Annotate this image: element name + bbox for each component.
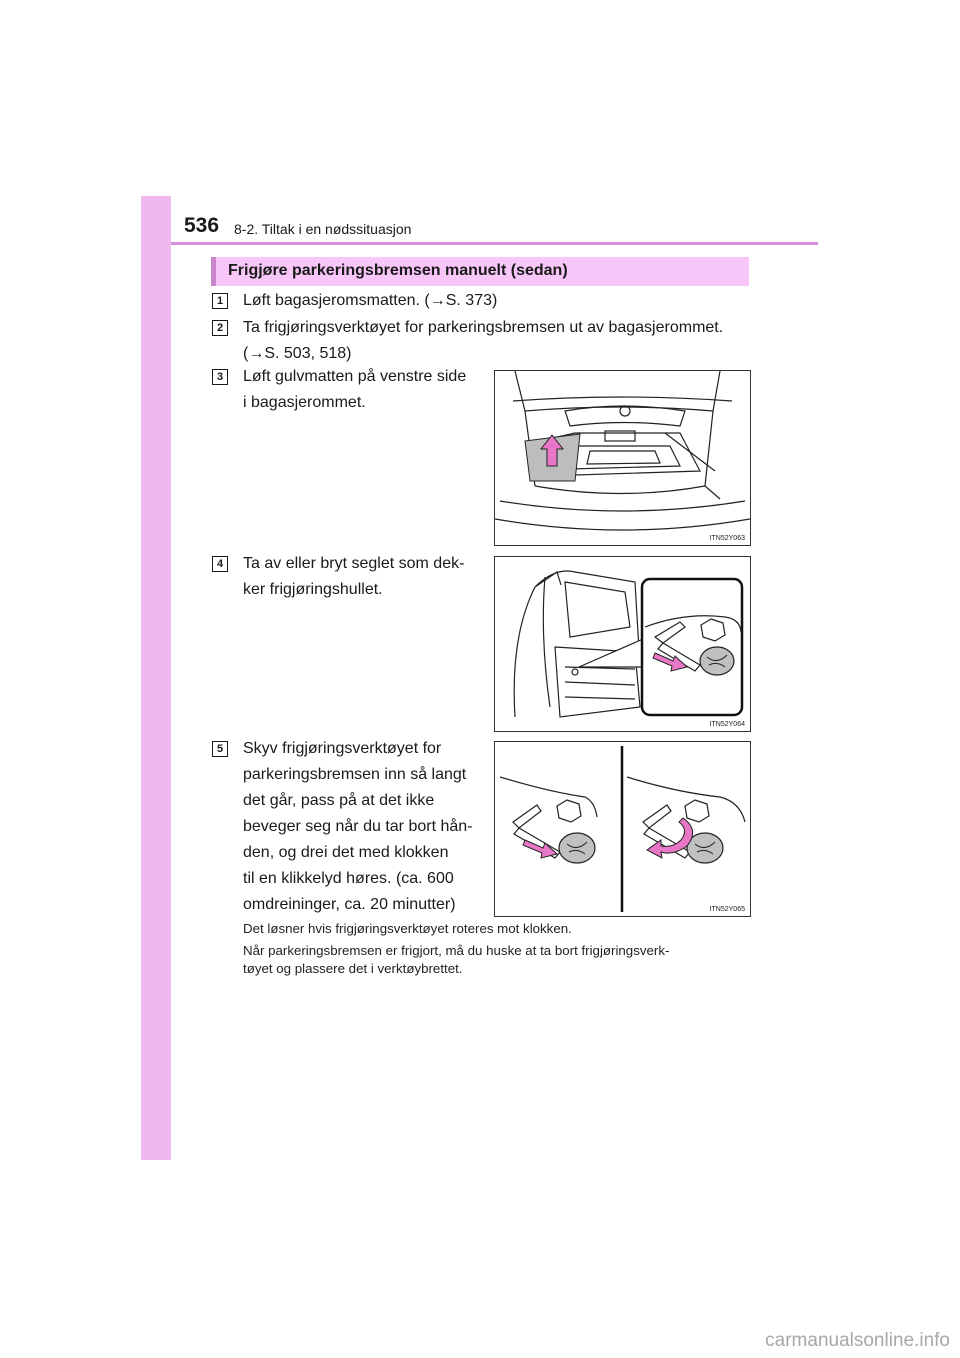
watermark-text: carmanualsonline.info — [765, 1330, 950, 1351]
step-number-5: 5 — [212, 741, 228, 757]
header-rule — [171, 242, 818, 245]
trunk-floor-lift-illustration — [495, 371, 750, 545]
note-remove-tool-line1: Når parkeringsbremsen er frigjort, må du huske at ta bort frigjøringsverk- — [243, 943, 670, 958]
step-text-3-line1: Løft gulvmatten på venstre side — [243, 368, 467, 385]
procedure-heading-text: Frigjøre parkeringsbremsen manuelt (sedan) — [228, 262, 568, 279]
figure-code-2: ITN52Y064 — [709, 721, 745, 728]
figure-release-hole — [494, 556, 751, 732]
note-remove-tool — [243, 942, 749, 978]
step-text-1: Løft bagasjeromsmatten. (→S. 373) — [243, 292, 498, 309]
step-text-3 — [243, 364, 466, 416]
step-text-4 — [243, 551, 464, 603]
note-counterclockwise: Det løsner hvis frigjøringsverktøyet roteres mot klokken. — [243, 921, 572, 936]
figure-code-1: ITN52Y063 — [709, 535, 745, 542]
step-text-5-line7: omdreininger, ca. 20 minutter) — [243, 896, 456, 913]
step-text-5-line4: beveger seg når du tar bort hån- — [243, 818, 473, 835]
figure-code-3: ITN52Y065 — [709, 906, 745, 913]
step-text-5-line3: det går, pass på at det ikke — [243, 792, 435, 809]
page-number: 536 — [184, 214, 220, 237]
note-remove-tool-line2: tøyet og plassere det i verktøybrettet. — [243, 961, 463, 976]
sidebar-tab — [141, 196, 171, 1160]
step-text-4-line1: Ta av eller bryt seglet som dek- — [243, 555, 465, 572]
figure-release-tool — [494, 741, 751, 917]
release-hole-seal-illustration — [495, 557, 750, 731]
release-tool-rotate-illustration — [495, 742, 750, 916]
section-title: 8-2. Tiltak i en nødssituasjon — [234, 221, 412, 237]
procedure-heading — [211, 257, 749, 286]
step-number-2: 2 — [212, 320, 228, 336]
step-text-5 — [243, 736, 477, 918]
step-number-3: 3 — [212, 369, 228, 385]
step-text-4-line2: ker frigjøringshullet. — [243, 581, 383, 598]
figure-trunk-floor — [494, 370, 751, 546]
step-text-5-line2: parkeringsbremsen inn så langt — [243, 766, 467, 783]
step-text-5-line6: til en klikkelyd høres. (ca. 600 — [243, 870, 454, 887]
step-text-2-line2: (→S. 503, 518) — [243, 345, 352, 362]
step-number-1: 1 — [212, 293, 228, 309]
step-text-5-line5: den, og drei det med klokken — [243, 844, 449, 861]
step-number-4: 4 — [212, 556, 228, 572]
step-text-5-line1: Skyv frigjøringsverktøyet for — [243, 740, 442, 757]
step-text-2 — [243, 315, 723, 367]
step-text-3-line2: i bagasjerommet. — [243, 394, 366, 411]
step-text-2-line1: Ta frigjøringsverktøyet for parkeringsbremsen ut av bagasjerommet. — [243, 319, 724, 336]
